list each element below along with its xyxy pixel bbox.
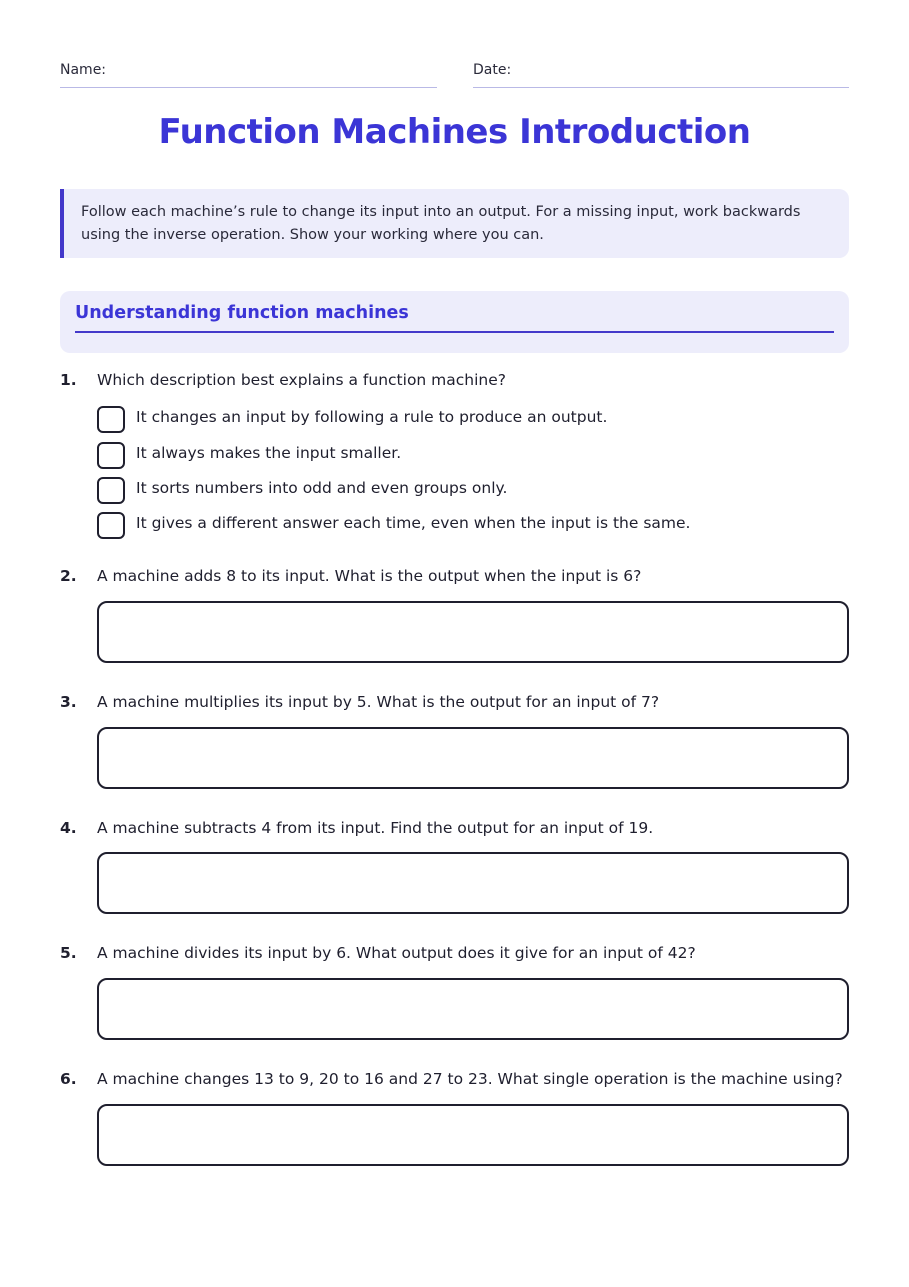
question-text: A machine multiplies its input by 5. What is the output for an input of 7? (97, 693, 660, 711)
checkbox[interactable] (97, 477, 125, 504)
question-number: 5. (60, 944, 77, 962)
question-number: 6. (60, 1070, 77, 1088)
date-field[interactable] (473, 62, 849, 88)
question-text: A machine subtracts 4 from its input. Find the output for an input of 19. (97, 819, 654, 837)
question-number: 3. (60, 693, 77, 711)
worksheet-title: Function Machines Introduction (158, 112, 751, 152)
question-text: A machine divides its input by 6. What output does it give for an input of 42? (97, 944, 696, 962)
question-number: 2. (60, 567, 77, 585)
question-text: A machine changes 13 to 9, 20 to 16 and 27 to 23. What single operation is the machine using? (97, 1070, 843, 1088)
answer-box-6[interactable] (97, 1104, 849, 1166)
question-text: A machine adds 8 to its input. What is the output when the input is 6? (97, 567, 642, 585)
option-label: It gives a different answer each time, even when the input is the same. (136, 514, 691, 532)
option-label: It changes an input by following a rule to produce an output. (136, 408, 608, 426)
checkbox[interactable] (97, 512, 125, 539)
answer-box-2[interactable] (97, 601, 849, 663)
checkbox[interactable] (97, 442, 125, 469)
option-label: It always makes the input smaller. (136, 444, 402, 462)
section-header (60, 291, 849, 353)
answer-box-5[interactable] (97, 978, 849, 1040)
option-label: It sorts numbers into odd and even groups only. (136, 479, 508, 497)
question-number: 1. (60, 371, 77, 389)
name-field[interactable] (60, 62, 437, 88)
date-label: Date: (473, 62, 512, 78)
answer-box-4[interactable] (97, 852, 849, 914)
instructions-box: Follow each machine’s rule to change its input into an output. For a missing input, work backwards using the inverse operation. Show your working where you can. (60, 189, 849, 258)
checkbox[interactable] (97, 406, 125, 433)
name-label: Name: (60, 62, 107, 78)
question-text: Which description best explains a function machine? (97, 371, 507, 389)
answer-box-3[interactable] (97, 727, 849, 789)
question-number: 4. (60, 819, 77, 837)
section-title: Understanding function machines (75, 303, 834, 333)
